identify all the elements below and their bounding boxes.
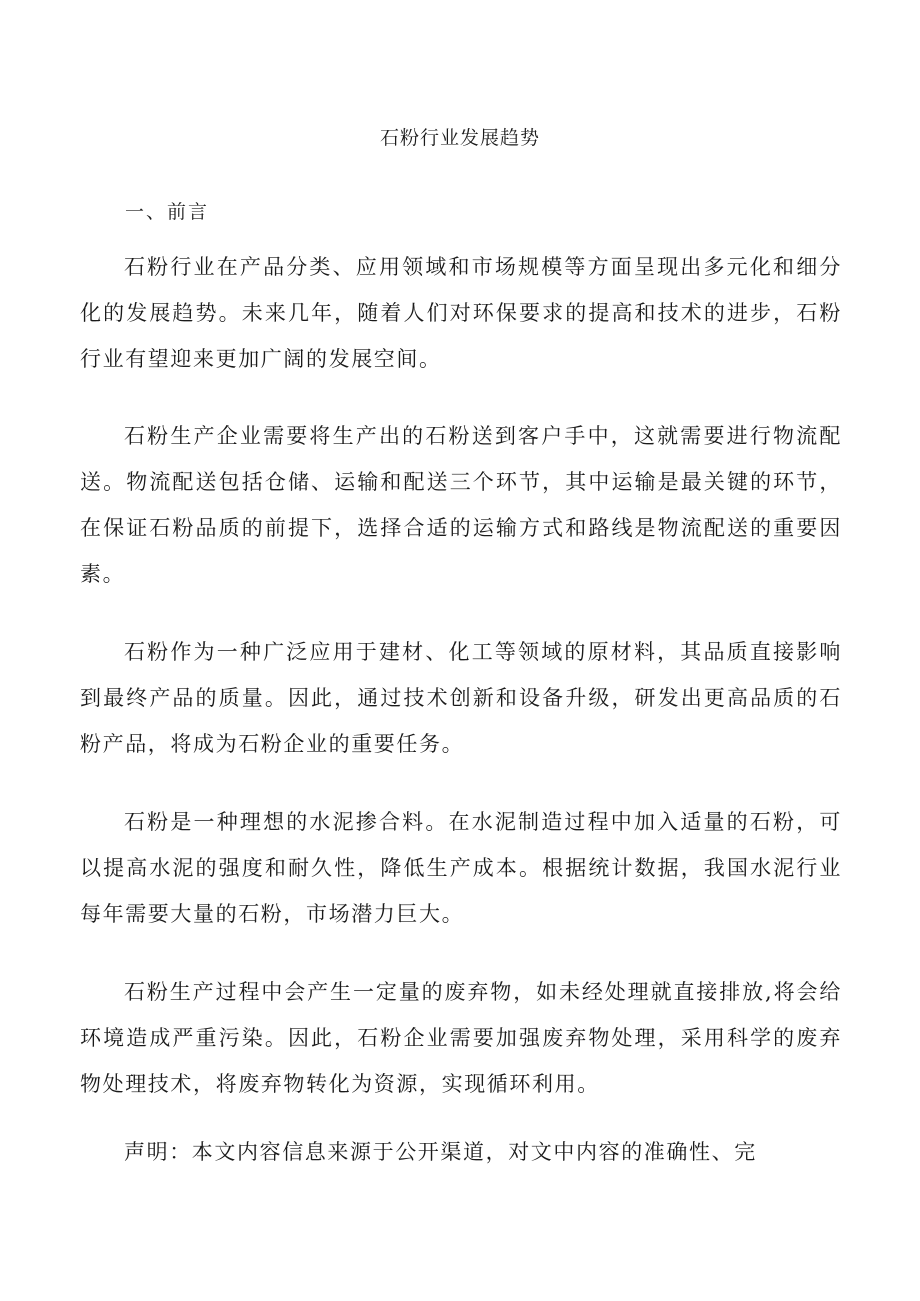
disclaimer-text: 声明：本文内容信息来源于公开渠道，对文中内容的准确性、完 bbox=[124, 1140, 757, 1164]
paragraph: 石粉生产企业需要将生产出的石粉送到客户手中，这就需要进行物流配送。物流配送包括仓储、运输和配送三个环节，其中运输是最关键的环节，在保证石粉品质的前提下，选择合适的运输方式和路线是物流配送的重要因素。 bbox=[80, 424, 842, 586]
paragraph: 石粉作为一种广泛应用于建材、化工等领域的原材料，其品质直接影响到最终产品的质量。因此，通过技术创新和设备升级，研发出更高品质的石粉产品，将成为石粉企业的重要任务。 bbox=[80, 640, 842, 756]
paragraph: 石粉行业在产品分类、应用领域和市场规模等方面呈现出多元化和细分化的发展趋势。未来几年，随着人们对环保要求的提高和技术的进步，石粉行业有望迎来更加广阔的发展空间。 bbox=[80, 255, 842, 371]
paragraph: 石粉生产过程中会产生一定量的废弃物，如未经处理就直接排放,将会给环境造成严重污染。因此，石粉企业需要加强废弃物处理，采用科学的废弃物处理技术，将废弃物转化为资源，实现循环利用。 bbox=[80, 980, 842, 1096]
paragraph: 石粉是一种理想的水泥掺合料。在水泥制造过程中加入适量的石粉，可以提高水泥的强度和耐久性，降低生产成本。根据统计数据，我国水泥行业每年需要大量的石粉，市场潜力巨大。 bbox=[80, 810, 842, 926]
section-heading: 一、前言 bbox=[125, 201, 210, 223]
document-title: 石粉行业发展趋势 bbox=[379, 127, 540, 149]
